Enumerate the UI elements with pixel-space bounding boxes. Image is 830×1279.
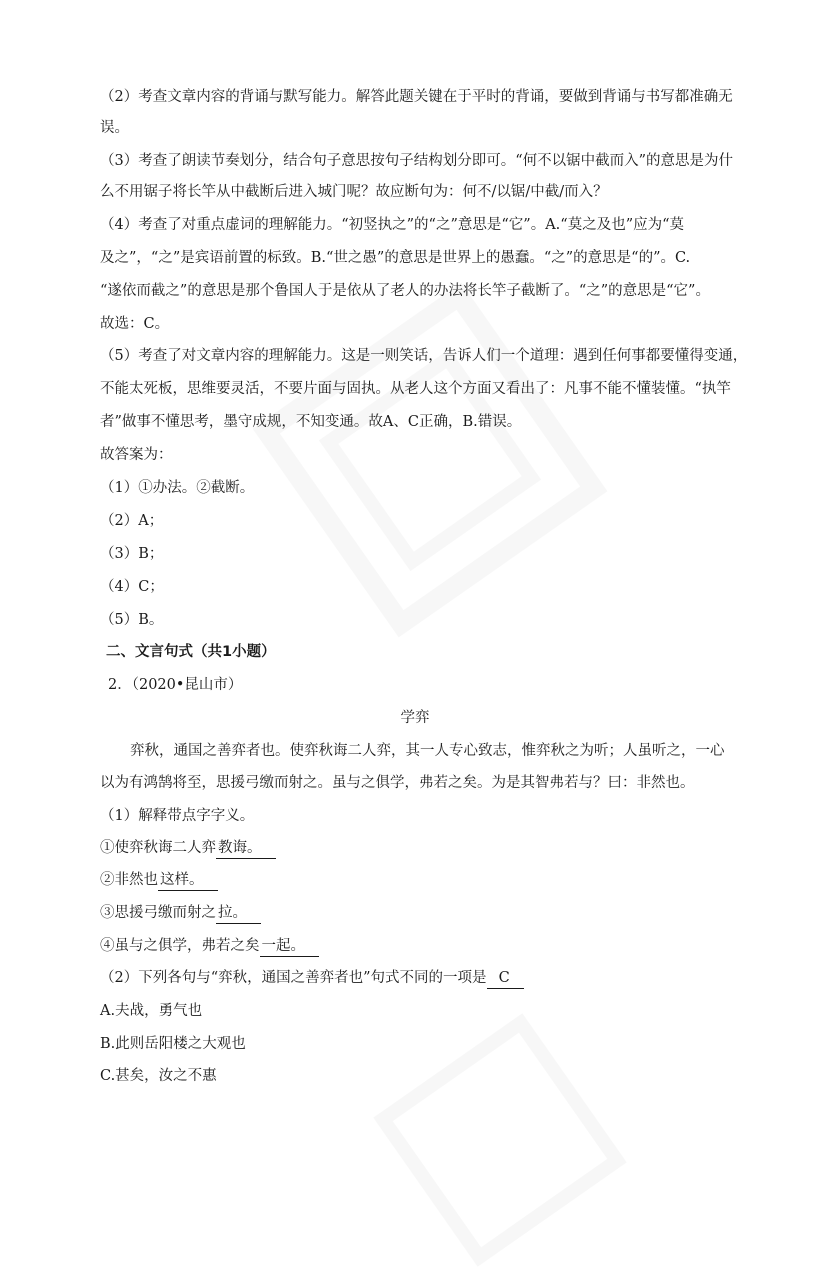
question-2-line — [100, 968, 524, 989]
explanation-q2-line2: 误。 — [100, 120, 129, 136]
question-2-answer-blank: C — [487, 968, 524, 989]
explanation-q3-line1: （3）考查了朗读节奏划分，结合句子意思按句子结构划分即可。“何不以锯中截而入”的意思是为什 — [100, 153, 734, 169]
option-c: C.甚矣，汝之不惠 — [100, 1068, 217, 1084]
answer-4: （4）C； — [100, 579, 164, 595]
answer-1: （1）①办法。②截断。 — [100, 480, 255, 496]
passage-line2: 以为有鸿鹄将至，思援弓缴而射之。虽与之俱学，弗若之矣。为是其智弗若与？曰：非然也。 — [100, 775, 695, 791]
explanation-q4-line3: “遂依而截之”的意思是那个鲁国人于是依从了老人的办法将长竿子截断了。“之”的意思是“它”。 — [100, 283, 710, 299]
answer-blank: 这样。 — [158, 870, 218, 891]
item-stem: ①使弈秋诲二人弈 — [100, 840, 216, 856]
option-a: A.夫战，勇气也 — [100, 1003, 203, 1019]
explanation-q5-line2: 不能太死板，思维要灵活，不要片面与固执。从老人这个方面又看出了：凡事不能不懂装懂。“执竿 — [100, 381, 731, 397]
question-1-prompt: （1）解释带点字字义。 — [100, 808, 255, 824]
answer-2: （2）A； — [100, 513, 164, 529]
passage-line1: 弈秋，通国之善弈者也。使弈秋诲二人弈，其一人专心致志，惟弈秋之为听；人虽听之，一心 — [130, 743, 725, 759]
question-1-item — [100, 936, 319, 957]
question-1-item — [100, 870, 218, 891]
item-stem: ④虽与之俱学，弗若之矣 — [100, 938, 260, 954]
question-2-prompt: （2）下列各句与“弈秋，通国之善弈者也”句式不同的一项是 — [100, 970, 487, 986]
answer-blank: 一起。 — [260, 936, 320, 957]
answer-3: （3）B； — [100, 546, 164, 562]
explanation-q3-line2: 么不用锯子将长竿从中截断后进入城门呢？故应断句为：何不/以锯/中截/而入？ — [100, 184, 608, 200]
passage-title: 学弈 — [400, 710, 430, 726]
explanation-q4-line1: （4）考查了对重点虚词的理解能力。“初竖执之”的“之”意思是“它”。A.“莫之及也”应为“莫 — [100, 217, 685, 233]
answer-blank: 教诲。 — [216, 838, 276, 859]
question-1-item — [100, 838, 276, 859]
explanation-q4-line2: 及之”，“之”是宾语前置的标致。B.“世之愚”的意思是世界上的愚蠢。“之”的意思是“的”。C. — [100, 250, 691, 266]
explanation-q2-line1: （2）考查文章内容的背诵与默写能力。解答此题关键在于平时的背诵，要做到背诵与书写都准确无 — [100, 89, 733, 105]
option-b: B.此则岳阳楼之大观也 — [100, 1036, 246, 1052]
item-stem: ③思援弓缴而射之 — [100, 905, 216, 921]
explanation-q5-line3: 者”做事不懂思考，墨守成规，不知变通。故A、C正确，B.错误。 — [100, 414, 522, 430]
question-number: 2．（2020•昆山市） — [108, 677, 243, 693]
explanation-q4-line4: 故选：C。 — [100, 316, 170, 332]
question-1-item — [100, 903, 261, 924]
item-stem: ②非然也 — [100, 872, 158, 888]
watermark-stamp — [235, 265, 625, 655]
section-heading: 二、文言句式（共1小题） — [106, 644, 276, 660]
watermark-stamp-lower — [361, 1001, 640, 1279]
explanation-q5-line1: （5）考查了对文章内容的理解能力。这是一则笑话，告诉人们一个道理：遇到任何事都要懂得变通， — [100, 348, 748, 364]
answers-heading: 故答案为： — [100, 447, 173, 463]
answer-5: （5）B。 — [100, 612, 164, 628]
answer-blank: 拉。 — [216, 903, 261, 924]
